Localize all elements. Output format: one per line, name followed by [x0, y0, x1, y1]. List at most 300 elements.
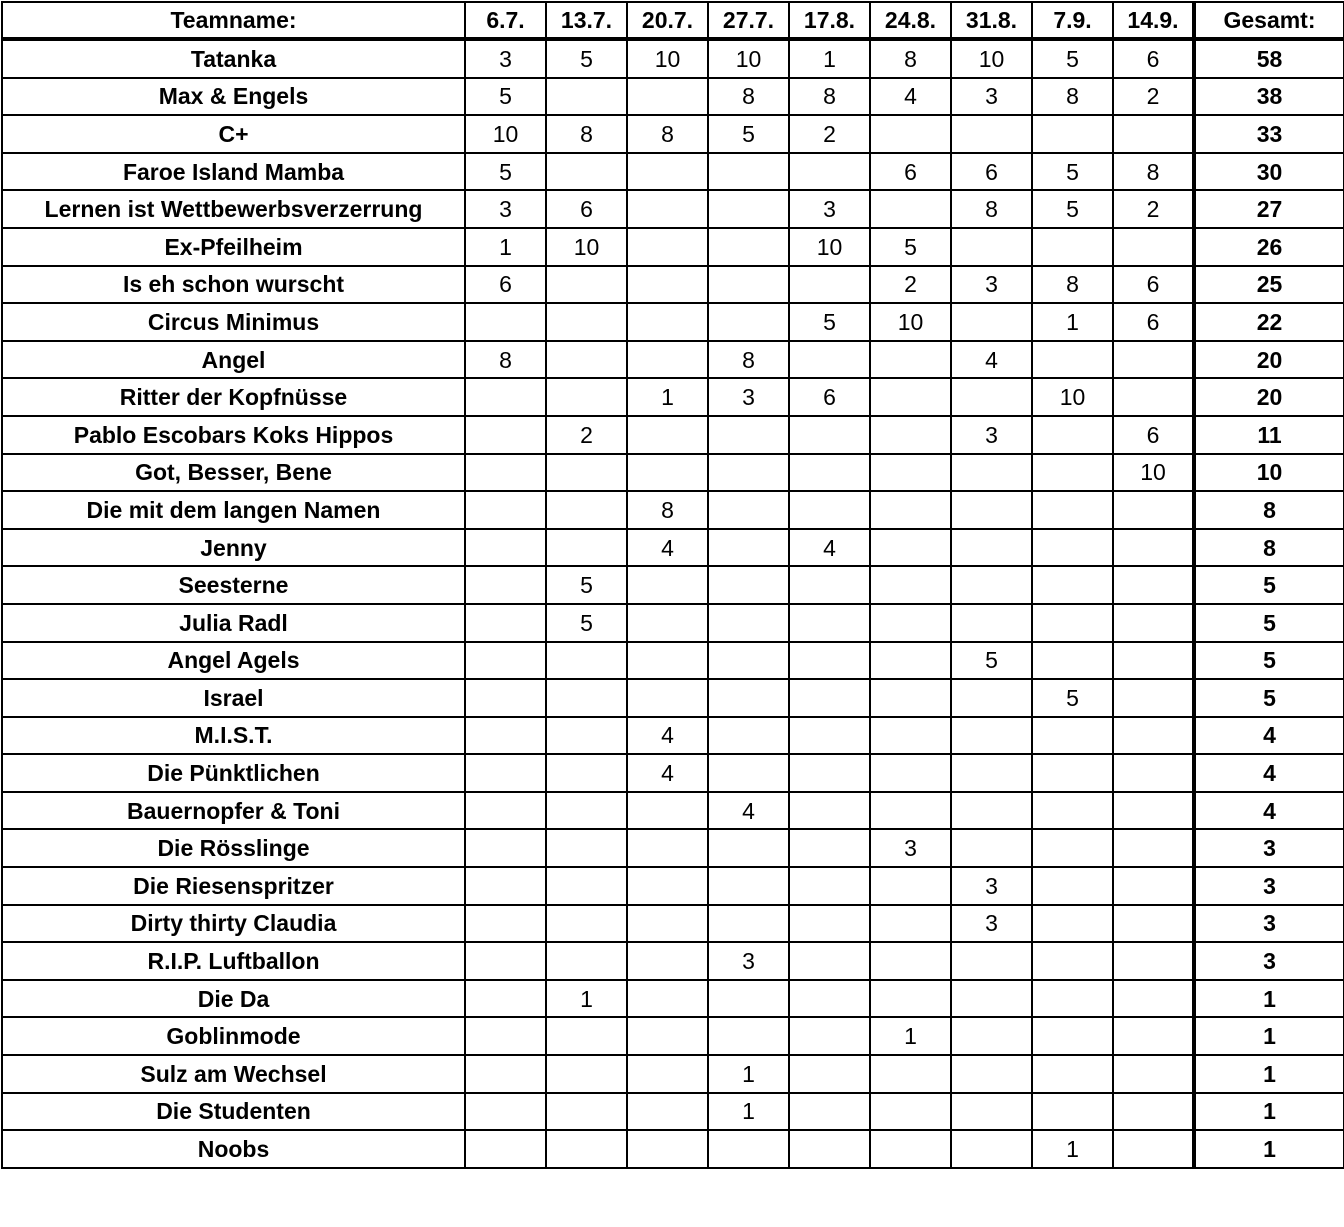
- score-cell: [951, 980, 1032, 1018]
- header-date: 13.7.: [546, 2, 627, 39]
- score-cell: 5: [546, 566, 627, 604]
- score-cell: [546, 491, 627, 529]
- score-cell: 6: [546, 190, 627, 228]
- score-cell: [708, 153, 789, 191]
- total-cell: 4: [1194, 717, 1344, 755]
- score-cell: [1032, 980, 1113, 1018]
- score-cell: [1032, 905, 1113, 943]
- score-cell: [1032, 1055, 1113, 1093]
- total-cell: 4: [1194, 754, 1344, 792]
- score-cell: [789, 416, 870, 454]
- score-cell: 8: [708, 341, 789, 379]
- table-row: [2, 190, 1344, 228]
- score-cell: 2: [1113, 78, 1194, 116]
- score-cell: [870, 566, 951, 604]
- team-name: Die Studenten: [2, 1093, 465, 1131]
- team-name: Angel: [2, 341, 465, 379]
- total-cell: 26: [1194, 228, 1344, 266]
- score-cell: 2: [870, 266, 951, 304]
- score-cell: [627, 153, 708, 191]
- score-cell: [789, 566, 870, 604]
- score-cell: [1113, 642, 1194, 680]
- total-cell: 58: [1194, 39, 1344, 78]
- score-cell: [708, 454, 789, 492]
- team-name: Noobs: [2, 1130, 465, 1168]
- score-cell: [1032, 604, 1113, 642]
- score-cell: [789, 604, 870, 642]
- score-cell: [789, 717, 870, 755]
- table-row: [2, 867, 1344, 905]
- score-cell: [870, 115, 951, 153]
- team-name: Is eh schon wurscht: [2, 266, 465, 304]
- score-cell: 10: [708, 39, 789, 78]
- score-cell: [465, 604, 546, 642]
- table-row: [2, 604, 1344, 642]
- score-cell: 4: [708, 792, 789, 830]
- header-date: 7.9.: [1032, 2, 1113, 39]
- score-cell: [951, 604, 1032, 642]
- score-cell: [708, 566, 789, 604]
- score-cell: 8: [546, 115, 627, 153]
- table-row: [2, 303, 1344, 341]
- score-cell: 10: [465, 115, 546, 153]
- total-cell: 11: [1194, 416, 1344, 454]
- score-cell: [465, 679, 546, 717]
- score-cell: [1113, 228, 1194, 266]
- score-cell: [708, 642, 789, 680]
- total-cell: 5: [1194, 679, 1344, 717]
- score-cell: [789, 942, 870, 980]
- score-cell: [1113, 1055, 1194, 1093]
- team-name: Angel Agels: [2, 642, 465, 680]
- score-cell: 10: [951, 39, 1032, 78]
- total-cell: 20: [1194, 378, 1344, 416]
- total-cell: 30: [1194, 153, 1344, 191]
- score-cell: [708, 905, 789, 943]
- score-cell: [465, 905, 546, 943]
- score-cell: 1: [1032, 303, 1113, 341]
- score-cell: [465, 303, 546, 341]
- table-row: [2, 754, 1344, 792]
- score-cell: 4: [789, 529, 870, 567]
- team-name: Got, Besser, Bene: [2, 454, 465, 492]
- score-cell: 3: [465, 39, 546, 78]
- score-cell: [1113, 679, 1194, 717]
- table-row: [2, 78, 1344, 116]
- score-cell: [1113, 829, 1194, 867]
- score-cell: [870, 679, 951, 717]
- score-cell: [627, 454, 708, 492]
- score-cell: [627, 1017, 708, 1055]
- table-row: [2, 454, 1344, 492]
- score-cell: [1032, 454, 1113, 492]
- table-row: [2, 829, 1344, 867]
- score-cell: [627, 416, 708, 454]
- score-cell: [870, 792, 951, 830]
- score-cell: [465, 1055, 546, 1093]
- score-cell: [870, 378, 951, 416]
- table-row: [2, 378, 1344, 416]
- score-cell: [465, 792, 546, 830]
- score-cell: [627, 1055, 708, 1093]
- score-cell: [789, 867, 870, 905]
- score-cell: [789, 754, 870, 792]
- score-cell: [951, 491, 1032, 529]
- table-row: [2, 341, 1344, 379]
- score-cell: [627, 905, 708, 943]
- score-cell: [870, 754, 951, 792]
- score-cell: 8: [465, 341, 546, 379]
- score-cell: 5: [546, 39, 627, 78]
- score-cell: [465, 454, 546, 492]
- team-name: Jenny: [2, 529, 465, 567]
- team-name: Seesterne: [2, 566, 465, 604]
- total-cell: 1: [1194, 1055, 1344, 1093]
- score-cell: 4: [627, 717, 708, 755]
- score-cell: [546, 266, 627, 304]
- score-cell: [465, 1093, 546, 1131]
- score-cell: [870, 905, 951, 943]
- total-cell: 38: [1194, 78, 1344, 116]
- score-cell: [627, 679, 708, 717]
- score-cell: [789, 1093, 870, 1131]
- score-cell: [708, 829, 789, 867]
- score-cell: [1113, 604, 1194, 642]
- score-cell: [627, 642, 708, 680]
- score-cell: [789, 1055, 870, 1093]
- table-row: [2, 1093, 1344, 1131]
- score-cell: [546, 378, 627, 416]
- score-cell: [465, 378, 546, 416]
- score-cell: 1: [627, 378, 708, 416]
- score-cell: [870, 416, 951, 454]
- score-cell: [951, 829, 1032, 867]
- score-cell: [1032, 829, 1113, 867]
- score-cell: 6: [1113, 416, 1194, 454]
- score-cell: 3: [951, 905, 1032, 943]
- team-name: Ritter der Kopfnüsse: [2, 378, 465, 416]
- score-cell: [546, 867, 627, 905]
- score-cell: [708, 1017, 789, 1055]
- score-cell: [789, 153, 870, 191]
- score-cell: [789, 1017, 870, 1055]
- score-cell: 10: [1113, 454, 1194, 492]
- standings-table: [1, 1, 1344, 1169]
- score-cell: 4: [627, 754, 708, 792]
- team-name: R.I.P. Luftballon: [2, 942, 465, 980]
- score-cell: [627, 266, 708, 304]
- score-cell: [789, 1130, 870, 1168]
- table-row: [2, 717, 1344, 755]
- score-cell: 3: [870, 829, 951, 867]
- team-name: Die Da: [2, 980, 465, 1018]
- team-name: Die mit dem langen Namen: [2, 491, 465, 529]
- score-cell: [465, 754, 546, 792]
- header-date: 17.8.: [789, 2, 870, 39]
- score-cell: [1032, 529, 1113, 567]
- total-cell: 20: [1194, 341, 1344, 379]
- team-name: C+: [2, 115, 465, 153]
- score-cell: [708, 717, 789, 755]
- score-cell: [627, 566, 708, 604]
- score-cell: [708, 679, 789, 717]
- score-cell: [870, 604, 951, 642]
- total-cell: 5: [1194, 566, 1344, 604]
- score-cell: [708, 980, 789, 1018]
- score-cell: [627, 867, 708, 905]
- score-cell: 3: [708, 942, 789, 980]
- score-cell: [627, 829, 708, 867]
- score-cell: [1032, 491, 1113, 529]
- score-cell: 1: [789, 39, 870, 78]
- score-cell: 2: [1113, 190, 1194, 228]
- score-cell: [951, 228, 1032, 266]
- total-cell: 1: [1194, 1130, 1344, 1168]
- score-cell: 8: [627, 491, 708, 529]
- score-cell: 3: [951, 266, 1032, 304]
- score-cell: [465, 529, 546, 567]
- score-cell: [789, 491, 870, 529]
- score-cell: [789, 792, 870, 830]
- score-cell: [1032, 1093, 1113, 1131]
- team-name: Sulz am Wechsel: [2, 1055, 465, 1093]
- score-cell: 3: [951, 416, 1032, 454]
- score-cell: [546, 303, 627, 341]
- header-teamname: Teamname:: [2, 2, 465, 39]
- score-cell: 4: [870, 78, 951, 116]
- score-cell: [870, 1055, 951, 1093]
- team-name: Tatanka: [2, 39, 465, 78]
- score-cell: [1032, 754, 1113, 792]
- score-cell: [465, 980, 546, 1018]
- score-cell: 6: [951, 153, 1032, 191]
- score-cell: [627, 1130, 708, 1168]
- table-row: [2, 491, 1344, 529]
- total-cell: 4: [1194, 792, 1344, 830]
- table-row: [2, 529, 1344, 567]
- score-cell: [951, 566, 1032, 604]
- score-cell: 1: [465, 228, 546, 266]
- score-cell: 10: [870, 303, 951, 341]
- score-cell: 5: [465, 78, 546, 116]
- team-name: Faroe Island Mamba: [2, 153, 465, 191]
- score-cell: [627, 792, 708, 830]
- table-row: [2, 905, 1344, 943]
- score-cell: [870, 341, 951, 379]
- score-cell: 8: [708, 78, 789, 116]
- team-name: Die Riesenspritzer: [2, 867, 465, 905]
- score-cell: [1032, 942, 1113, 980]
- score-cell: [1113, 378, 1194, 416]
- header-date: 24.8.: [870, 2, 951, 39]
- score-cell: [465, 1017, 546, 1055]
- team-name: Dirty thirty Claudia: [2, 905, 465, 943]
- total-cell: 25: [1194, 266, 1344, 304]
- score-cell: [546, 642, 627, 680]
- score-cell: 10: [627, 39, 708, 78]
- score-cell: [1113, 905, 1194, 943]
- score-cell: [1032, 867, 1113, 905]
- score-cell: 8: [1032, 78, 1113, 116]
- score-cell: 5: [870, 228, 951, 266]
- score-cell: [1032, 341, 1113, 379]
- score-cell: [951, 942, 1032, 980]
- score-cell: [870, 642, 951, 680]
- total-cell: 22: [1194, 303, 1344, 341]
- score-cell: 5: [1032, 39, 1113, 78]
- score-cell: [465, 416, 546, 454]
- score-cell: [708, 266, 789, 304]
- table-row: [2, 39, 1344, 78]
- score-cell: [951, 792, 1032, 830]
- total-cell: 8: [1194, 491, 1344, 529]
- table-body: [2, 39, 1344, 1168]
- score-cell: 5: [708, 115, 789, 153]
- score-cell: [708, 867, 789, 905]
- team-name: Ex-Pfeilheim: [2, 228, 465, 266]
- score-cell: [465, 867, 546, 905]
- score-cell: [465, 829, 546, 867]
- score-cell: 5: [1032, 153, 1113, 191]
- score-cell: 6: [789, 378, 870, 416]
- table-row: [2, 1017, 1344, 1055]
- score-cell: 5: [1032, 190, 1113, 228]
- table-row: [2, 566, 1344, 604]
- total-cell: 27: [1194, 190, 1344, 228]
- score-cell: [465, 642, 546, 680]
- score-cell: [951, 454, 1032, 492]
- score-cell: [1032, 792, 1113, 830]
- table-row: [2, 1055, 1344, 1093]
- score-cell: [951, 115, 1032, 153]
- team-name: Julia Radl: [2, 604, 465, 642]
- score-cell: [708, 491, 789, 529]
- table-row: [2, 792, 1344, 830]
- score-cell: [1113, 980, 1194, 1018]
- team-name: Israel: [2, 679, 465, 717]
- score-cell: [546, 905, 627, 943]
- team-name: M.I.S.T.: [2, 717, 465, 755]
- score-cell: [870, 454, 951, 492]
- header-date: 14.9.: [1113, 2, 1194, 39]
- score-cell: [546, 341, 627, 379]
- team-name: Pablo Escobars Koks Hippos: [2, 416, 465, 454]
- score-cell: [546, 454, 627, 492]
- score-cell: [951, 1055, 1032, 1093]
- score-cell: [465, 1130, 546, 1168]
- header-row: [2, 2, 1344, 39]
- score-cell: [789, 341, 870, 379]
- score-cell: [546, 529, 627, 567]
- table-header: [2, 2, 1344, 39]
- total-cell: 1: [1194, 1017, 1344, 1055]
- score-cell: [546, 717, 627, 755]
- score-cell: [627, 942, 708, 980]
- table-row: [2, 266, 1344, 304]
- score-cell: [951, 529, 1032, 567]
- team-name: Lernen ist Wettbewerbsverzerrung: [2, 190, 465, 228]
- total-cell: 3: [1194, 867, 1344, 905]
- score-cell: [1113, 529, 1194, 567]
- score-cell: [951, 679, 1032, 717]
- score-cell: [789, 642, 870, 680]
- score-cell: [465, 491, 546, 529]
- score-cell: [1032, 642, 1113, 680]
- score-cell: [546, 942, 627, 980]
- score-cell: [1032, 228, 1113, 266]
- score-cell: [789, 980, 870, 1018]
- score-cell: 5: [789, 303, 870, 341]
- score-cell: [951, 1017, 1032, 1055]
- score-cell: [1113, 1130, 1194, 1168]
- score-cell: 3: [951, 78, 1032, 116]
- score-cell: [546, 792, 627, 830]
- team-name: Die Pünktlichen: [2, 754, 465, 792]
- score-cell: 1: [708, 1093, 789, 1131]
- team-name: Bauernopfer & Toni: [2, 792, 465, 830]
- score-cell: [546, 679, 627, 717]
- score-cell: 8: [870, 39, 951, 78]
- score-cell: 2: [546, 416, 627, 454]
- score-cell: [951, 1130, 1032, 1168]
- score-cell: 3: [789, 190, 870, 228]
- table-row: [2, 153, 1344, 191]
- score-cell: [546, 153, 627, 191]
- score-cell: 1: [870, 1017, 951, 1055]
- table-row: [2, 115, 1344, 153]
- total-cell: 5: [1194, 604, 1344, 642]
- score-cell: [951, 303, 1032, 341]
- table-row: [2, 642, 1344, 680]
- score-cell: [708, 190, 789, 228]
- score-cell: [870, 529, 951, 567]
- score-cell: [789, 829, 870, 867]
- score-cell: 1: [708, 1055, 789, 1093]
- score-cell: [1032, 416, 1113, 454]
- score-cell: [627, 604, 708, 642]
- header-date: 27.7.: [708, 2, 789, 39]
- score-cell: [627, 1093, 708, 1131]
- score-cell: [1113, 115, 1194, 153]
- score-cell: [1032, 717, 1113, 755]
- score-cell: [951, 378, 1032, 416]
- table-row: [2, 942, 1344, 980]
- score-cell: [1113, 717, 1194, 755]
- score-cell: 1: [546, 980, 627, 1018]
- score-cell: [465, 717, 546, 755]
- score-cell: [1113, 566, 1194, 604]
- team-name: Die Rösslinge: [2, 829, 465, 867]
- score-cell: 3: [951, 867, 1032, 905]
- score-cell: [708, 303, 789, 341]
- score-cell: [1113, 341, 1194, 379]
- score-cell: 4: [951, 341, 1032, 379]
- header-date: 6.7.: [465, 2, 546, 39]
- team-name: Max & Engels: [2, 78, 465, 116]
- score-cell: [870, 190, 951, 228]
- score-cell: [1113, 942, 1194, 980]
- score-cell: 6: [1113, 303, 1194, 341]
- total-cell: 1: [1194, 980, 1344, 1018]
- score-cell: [870, 491, 951, 529]
- score-cell: [1113, 792, 1194, 830]
- score-cell: [951, 754, 1032, 792]
- score-cell: [1113, 1093, 1194, 1131]
- score-cell: 6: [1113, 266, 1194, 304]
- score-cell: [789, 266, 870, 304]
- total-cell: 33: [1194, 115, 1344, 153]
- score-cell: 8: [951, 190, 1032, 228]
